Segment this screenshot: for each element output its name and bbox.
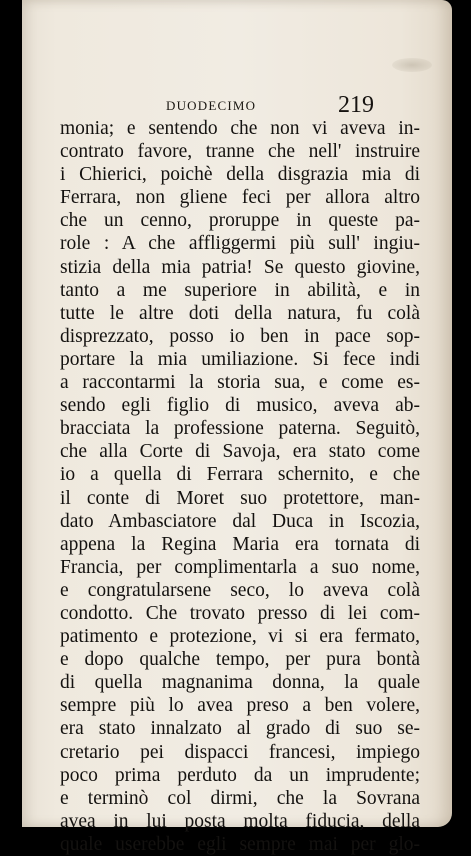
text-line: a raccontarmi la storia sua, e come es- — [60, 372, 420, 394]
text-line: il conte di Moret suo protettore, man- — [60, 487, 420, 509]
body-text — [60, 117, 420, 856]
running-head: DUODECIMO — [166, 98, 257, 113]
text-line: Ferrara, non gliene feci per allora altro — [60, 187, 420, 209]
page-number: 219 — [338, 92, 374, 118]
text-line: e terminò col dirmi, che la Sovrana — [60, 787, 420, 809]
text-line: che un cenno, proruppe in queste pa- — [60, 210, 420, 232]
text-line: di quella magnanima donna, la quale — [60, 672, 420, 694]
text-line: i Chierici, poichè della disgrazia mia di — [60, 164, 420, 186]
text-line: disprezzato, posso io ben in pace sop- — [60, 325, 420, 347]
text-line: monia; e sentendo che non vi aveva in- — [60, 118, 420, 139]
text-line: contrato favore, tranne che nell' instruire — [60, 141, 420, 163]
text-line: e congratularsene seco, lo aveva colà — [60, 579, 420, 601]
paper-page — [22, 0, 452, 855]
text-line: quale userebbe egli sempre mai per glo- — [60, 833, 420, 855]
text-line: condotto. Che trovato presso di lei com- — [60, 602, 420, 624]
text-line: io a quella di Ferrara schernito, e che — [60, 464, 420, 486]
text-line: e dopo qualche tempo, per pura bontà — [60, 649, 420, 671]
paper-stain — [392, 58, 432, 72]
text-line: appena la Regina Maria era tornata di — [60, 533, 420, 555]
text-line: era stato innalzato al grado di suo se- — [60, 718, 420, 740]
text-line: tutte le altre doti della natura, fu colà — [60, 302, 420, 324]
text-line: stizia della mia patria! Se questo giovine, — [60, 256, 420, 278]
text-line: bracciata la professione paterna. Seguitò, — [60, 418, 420, 440]
text-line: cretario pei dispacci francesi, impiego — [60, 741, 420, 763]
text-line: sempre più lo avea preso a ben volere, — [60, 695, 420, 717]
text-line: patimento e protezione, vi si era fermato, — [60, 626, 420, 648]
text-line: avea in lui posta molta fiducia, della — [60, 810, 420, 832]
text-line: portare la mia umiliazione. Si fece indi — [60, 348, 420, 370]
text-line: Francia, per complimentarla a suo nome, — [60, 556, 420, 578]
text-line: sendo egli figlio di musico, aveva ab- — [60, 395, 420, 417]
text-line: tanto a me superiore in abilità, e in — [60, 279, 420, 301]
text-line: che alla Corte di Savoja, era stato come — [60, 441, 420, 463]
text-line: role : A che affliggermi più sull' ingiu- — [60, 233, 420, 255]
text-line: dato Ambasciatore dal Duca in Iscozia, — [60, 510, 420, 532]
text-line: poco prima perduto da un imprudente; — [60, 764, 420, 786]
